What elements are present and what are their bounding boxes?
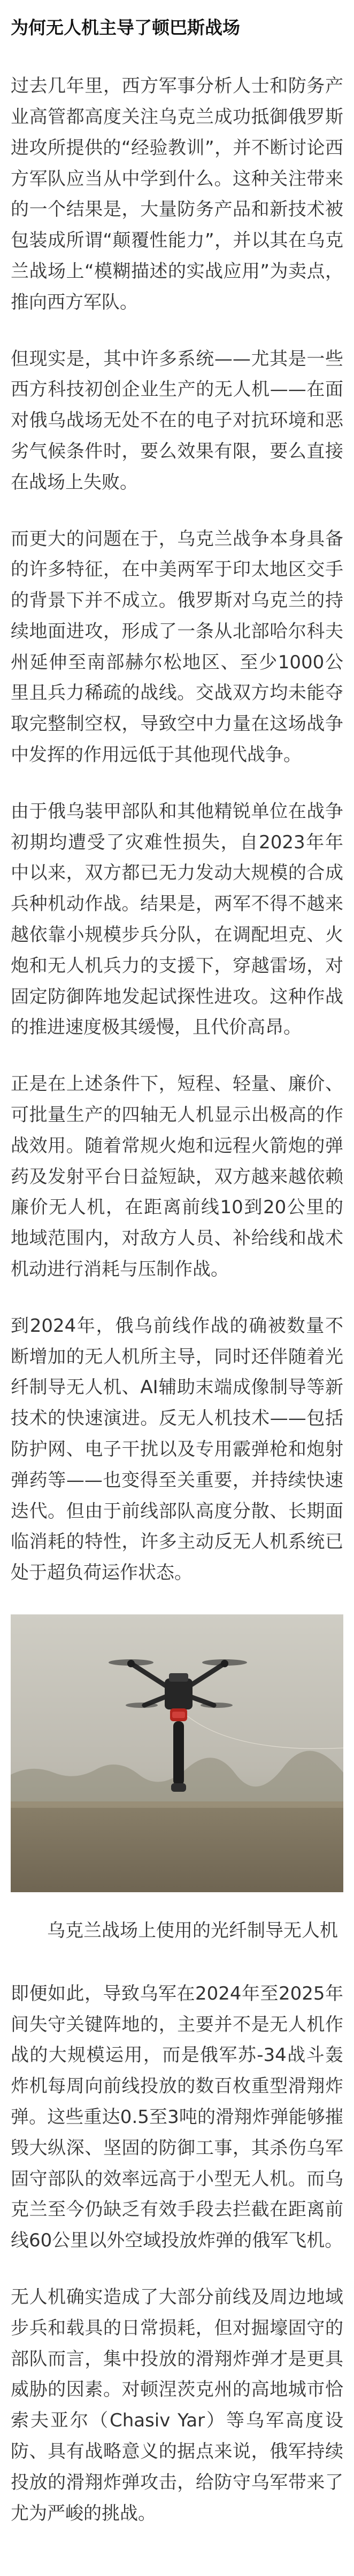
paragraph-4: 由于俄乌装甲部队和其他精锐单位在战争初期均遭受了灾难性损失，自2023年年中以来，双方都已无力发动大规模的合成兵种机动作战。结果是，两军不得不越来越依靠小规模步兵分队，在调配坦克、火炮和无人机兵力的支援下，穿越雷场，对固定防御阵地发起试探性进攻。这种作战的推进速度极其缓慢，且代价高昂。 [11, 800, 343, 1039]
figure-caption: 乌克兰战场上使用的光纤制导无人机 [47, 1920, 338, 1941]
paragraph-7: 即便如此，导致乌军在2024年至2025年间失守关键阵地的，主要并不是无人机作战的大规模运用，而是俄军苏-34战斗轰炸机每周向前线投放的数百枚重型滑翔炸弹。这些重达0.5至3吨的滑翔炸弹能够摧毁大纵深、坚固的防御工事，其杀伤乌军固守部队的效率远高于小型无人机。而乌克兰至今仍缺乏有效手段去拦截在距离前线60公里以外空域投放炸弹的俄军飞机。 [11, 1982, 343, 2252]
fiber-optic-drone-illustration [11, 1614, 343, 1892]
paragraph-8: 无人机确实造成了大部分前线及周边地域步兵和载具的日常损耗，但对掘壕固守的部队而言，集中投放的滑翔炸弹才是更具威胁的因素。对顿涅茨克州的高地城市恰索夫亚尔（Chasiv Yar）等乌军高度设防、具有战略意义的据点来说，俄军持续投放的滑翔炸弹攻击，给防守乌军带来了尤为严峻的挑战。 [11, 2286, 343, 2524]
paragraph-2: 但现实是，其中许多系统——尤其是一些西方科技初创企业生产的无人机——在面对俄乌战场无处不在的电子对抗环境和恶劣气候条件时，要么效果有限，要么直接在战场上失败。 [11, 348, 343, 493]
article-title: 为何无人机主导了顿巴斯战场 [11, 17, 240, 38]
drone-photo [11, 1614, 343, 1892]
paragraph-5: 正是在上述条件下，短程、轻量、廉价、可批量生产的四轴无人机显示出极高的作战效用。随着常规火炮和远程火箭炮的弹药及发射平台日益短缺，双方越来越依赖廉价无人机，在距离前线10到20公里的地域范围内，对敌方人员、补给线和战术机动进行消耗与压制作战。 [11, 1073, 343, 1281]
paragraph-3: 而更大的问题在于，乌克兰战争本身具备的许多特征，在中美两军于印太地区交手的背景下并不成立。俄罗斯对乌克兰的持续地面进攻，形成了一条从北部哈尔科夫州延伸至南部赫尔松地区、至少1000公里且兵力稀疏的战线。交战双方均未能夺取完整制空权，导致空中力量在这场战争中发挥的作用远低于其他现代战争。 [11, 528, 343, 766]
paragraph-1: 过去几年里，西方军事分析人士和防务产业高管都高度关注乌克兰成功抵御俄罗斯进攻所提供的“经验教训”，并不断讨论西方军队应当从中学到什么。这种关注带来的一个结果是，大量防务产品和新技术被包装成所谓“颠覆性能力”，并以其在乌克兰战场上“模糊描述的实战应用”为卖点，推向西方军队。 [11, 75, 343, 313]
paragraph-6: 到2024年，俄乌前线作战的确被数量不断增加的无人机所主导，同时还伴随着光纤制导无人机、AI辅助末端成像制导等新技术的快速演进。反无人机技术——包括防护网、电子干扰以及专用霰弹枪和炮射弹药等——也变得至关重要，并持续快速迭代。但由于前线部队高度分散、长期面临消耗的特性，许多主动反无人机系统已处于超负荷运作状态。 [11, 1315, 343, 1584]
